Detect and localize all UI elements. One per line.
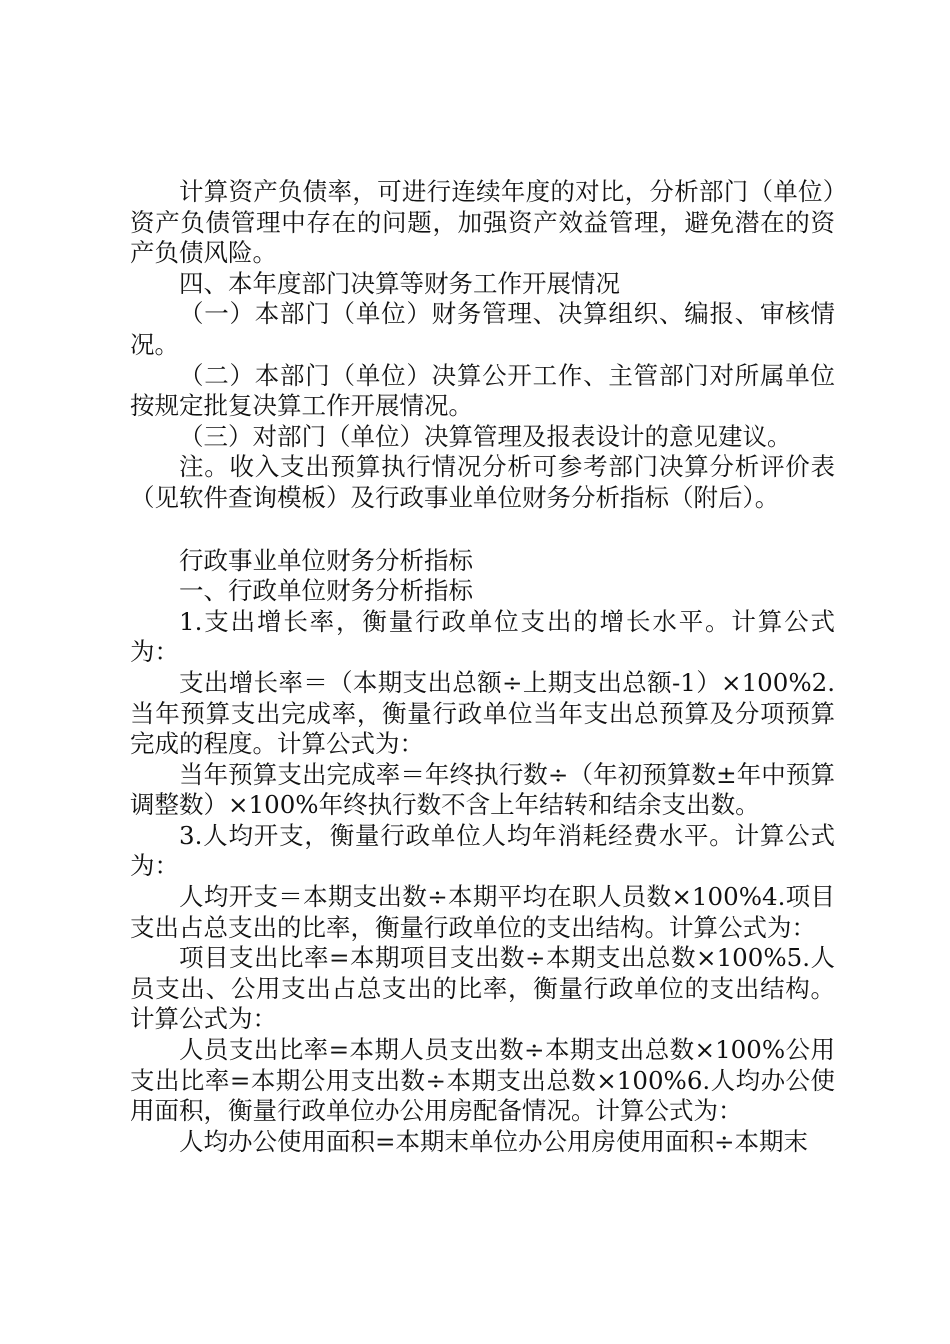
paragraph-project-ratio-formula: 项目支出比率=本期项目支出数÷本期支出总数×100%5.人员支出、公用支出占总支出的比率，衡量行政单位的支出结构。计算公式为： [130,943,835,1034]
paragraph-completion-formula: 当年预算支出完成率＝年终执行数÷（年初预算数±年中预算调整数）×100%年终执行数不含上年结转和结余支出数。 [130,759,835,820]
paragraph-office-area-formula: 人均办公使用面积=本期末单位办公用房使用面积÷本期末 [179,1126,809,1156]
document-body [130,177,835,1157]
section-spacer [130,514,835,546]
paragraph-staff-ratio-formula: 人员支出比率=本期人员支出数÷本期支出总数×100%公用支出比率=本期公用支出数÷本期支出总数×100%6.人均办公使用面积，衡量行政单位办公用房配备情况。计算公式为： [130,1035,835,1126]
paragraph-note: 注。收入支出预算执行情况分析可参考部门决算分析评价表（见软件查询模板）及行政事业单位财务分析指标（附后）。 [130,452,835,512]
heading-section-four: 四、本年度部门决算等财务工作开展情况 [179,268,620,298]
paragraph-per-capita: 3.人均开支，衡量行政单位人均年消耗经费水平。计算公式为： [130,820,835,881]
paragraph-growth-formula: 支出增长率＝（本期支出总额÷上期支出总额-1）×100%2.当年预算支出完成率，衡量行政单位当年支出总预算及分项预算完成的程度。计算公式为： [130,667,835,759]
paragraph-expenditure-growth: 1.支出增长率，衡量行政单位支出的增长水平。计算公式为： [130,606,835,667]
paragraph-per-capita-formula: 人均开支＝本期支出数÷本期平均在职人员数×100%4.项目支出占总支出的比率，衡量行政单位的支出结构。计算公式为： [130,882,835,942]
paragraph-item-one: （一）本部门（单位）财务管理、决算组织、编报、审核情况。 [130,299,835,359]
paragraph-item-two: （二）本部门（单位）决算公开工作、主管部门对所属单位按规定批复决算工作开展情况。 [130,360,835,421]
heading-admin-units: 一、行政单位财务分析指标 [179,576,473,606]
paragraph-asset-liability: 计算资产负债率，可进行连续年度的对比，分析部门（单位）资产负债管理中存在的问题，加强资产效益管理，避免潜在的资产负债风险。 [130,177,835,268]
paragraph-item-three: （三）对部门（单位）决算管理及报表设计的意见建议。 [179,421,792,451]
heading-indicators-title: 行政事业单位财务分析指标 [179,545,473,575]
